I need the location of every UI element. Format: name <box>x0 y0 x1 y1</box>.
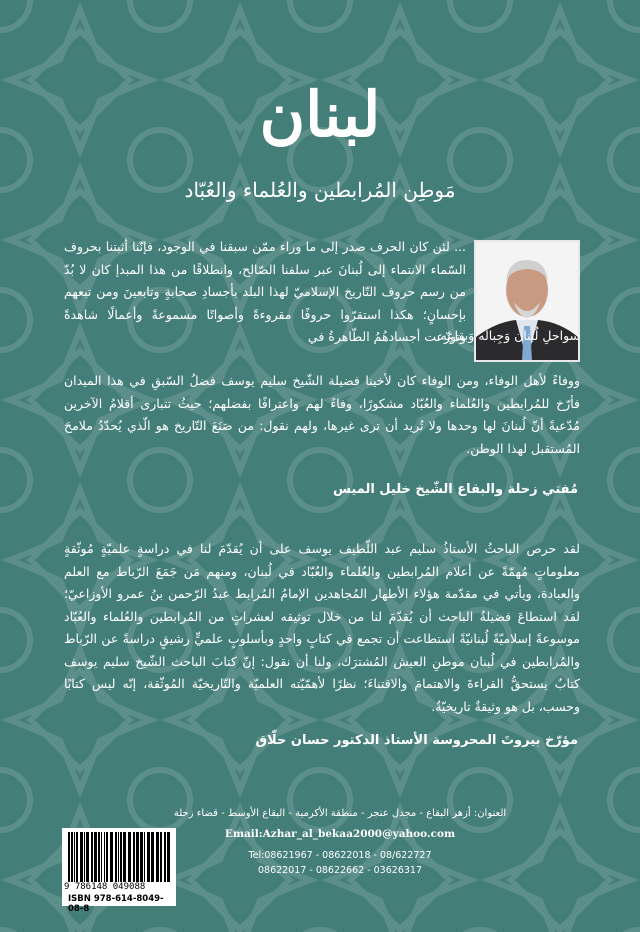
endorsement-2-paragraph: لقد حرص الباحثُ الأستاذُ سليم عبد اللّطيف يوسف على أن يُقدّمَ لنا في دراسةٍ علميّةٍ مُوثّقةٍ معلوماتٍ مُهمّةً عن أعلام المُرابطين والعُلماء والعُبّاد في لُبنان، ومنهم مَن جَمَعَ الرّباط مع العلم والعبادة، ويأتي في مقدّمة هؤلاء الأطهار المُجاهدين الإمامُ المُرابط عبدُ الرّحمن بنُ عمرو الأوزاعيّ؛ لقد استطاعَ فضيلةُ الباحث أن يُقدّمَ لنا من خلال توثيقه لعشراتٍ من المُرابطين والعُلماء والعُبّاد موسوعةً إسلاميّةً لُبنانيّةً استطاعت أن تجمع في كتابٍ واحدٍ وبأسلوبٍ علميٍّ رشيقٍ دراسةً عن الرّباط والمُرابطين في لُبنان موطنِ العيش المُشترَك، ولنا أن نقول: إنّ كتابَ الباحث الشّيخ سليم يوسف كتابٌ يستحقُّ القراءةَ والاهتمامَ والاقتناءَ؛ نظرًا لأهمّيّته العلميّة والتّاريخيّة المُوثّقة، إنّه ليس كتابًا وحسب، بل هو وثيقةٌ تاريخيّةٌ. <box>64 541 580 714</box>
barcode-digits: 9 786148 049088 <box>64 882 146 892</box>
publisher-phone-1: Tel:08621967 - 08622018 - 08/622727 <box>248 850 432 861</box>
isbn-barcode <box>62 828 176 914</box>
barcode-bars <box>68 832 170 882</box>
endorsement-1-paragraph-1: ... لئن كان الحرف صدر إلى ما وراء ممّن سبقنا في الوجود، فإنّنا أثبتنا بحروف السّماء الانتماء إلى لُبنانَ عبر سلفنا الصّالح، وانطلاقًا من هذا المبدإ كان لا بُدّ من رسم حروف التّاريخ الإسلاميّ لهذا البلد بأجسادِ صحابةٍ وتابعينَ ومن تبعهم بإحسانٍ؛ هكذا استقرّوا حروفًا مقروءةً وأصواتًا مسموعةً وأعمالًا شاهدةً وتوزّعت أجسادهُمُ الطّاهرةُ في <box>64 239 466 344</box>
book-title: لبنان <box>259 78 381 151</box>
endorsement-1-paragraph-2: ووفاءً لأهل الوفاء، ومن الوفاء كان لأخينا فضيلة الشّيخ سليم يوسف فضلُ السّبقِ في هذا الميدان فأرّخ للمُرابطين والعُلماء والعُبّاد مشكورًا، وفاءً لهم واعترافًا بفضلهم؛ حيثُ تتبارى أقلامُ الآخرين مُدّعيةً أنّ لُبنانَ لها وحدها ولا تُريد أن ترى غيرها، ولهم نقول: من صَنَعَ التّاريخ هو الّذي يُحدّدُ ملامحَ المُستقبل لهذا الوطن. <box>64 373 580 456</box>
publisher-email: Email:Azhar_al_bekaa2000@yahoo.com <box>224 828 456 840</box>
endorsement-2-signature: مؤرّخ بيروتَ المحروسة الأستاذ الدكتور حسان حلّاق <box>255 733 578 748</box>
publisher-address: العنوان: أزهر البقاع - مجدل عنجر - منطقة الأكرمية - البقاع الأوسط - قضاء زحلة <box>173 808 507 819</box>
endorsement-1-paragraph-1-end: سواحلِ لُبنان وَجِباله وَبقاعِه.. <box>432 328 580 343</box>
endorsement-1-signature: مُفتي زحلة والبقاع الشّيخ خليل الميس <box>333 482 578 497</box>
isbn-number: ISBN 978-614-8049-08-8 <box>68 894 164 914</box>
book-subtitle: مَوطِن المُرابطين والعُلماء والعُبّاد <box>184 178 456 202</box>
publisher-phone-2: 08622017 - 08622662 - 03626317 <box>258 865 422 876</box>
